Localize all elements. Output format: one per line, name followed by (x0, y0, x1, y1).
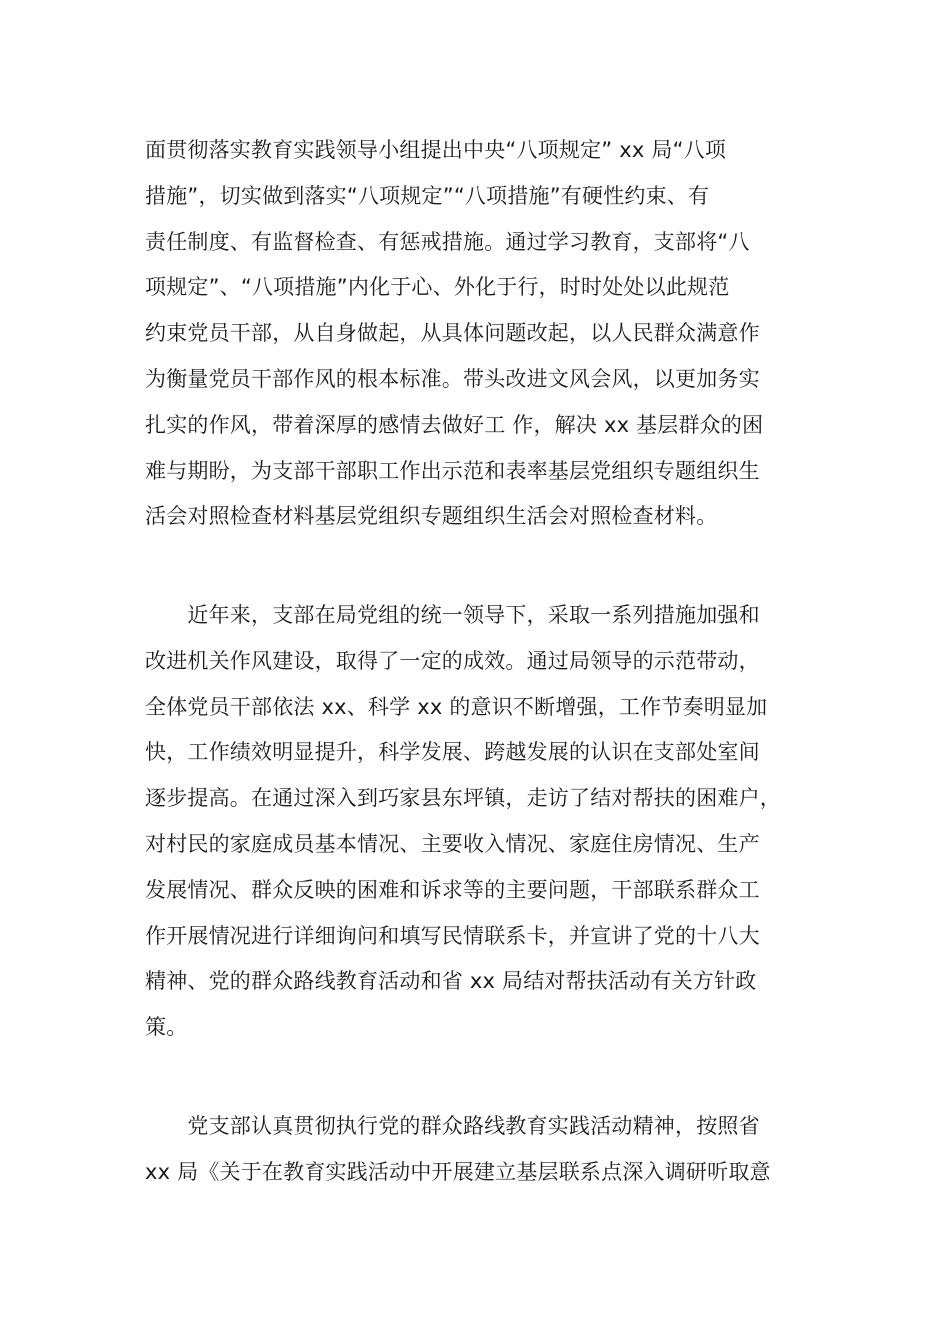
text-line: 精神、党的群众路线教育活动和省 xx 局结对帮扶活动有关方针政 (145, 969, 757, 994)
paragraph-2 (145, 593, 810, 1051)
text-line: 扎实的作风，带着深厚的感情去做好工 作，解决 xx 基层群众的困 (145, 412, 764, 437)
text-line: 项规定”、“八项措施”内化于心、外化于行，时时处处以此规范 (145, 275, 730, 300)
text-line: 难与期盼，为支部干部职工作出示范和表率基层党组织专题组织生 (145, 458, 760, 483)
text-line: 措施”，切实做到落实“八项规定”“八项措施”有硬性约束、有 (145, 183, 710, 208)
text-line: 策。 (145, 1015, 188, 1040)
text-line: 约束党员干部，从自身做起，从具体问题改起，以人民群众满意作 (145, 321, 760, 346)
text-line: 责任制度、有监督检查、有惩戒措施。通过学习教育，支部将“八 (145, 229, 750, 254)
paragraph-1 (145, 128, 810, 540)
text-line: 发展情况、群众反映的困难和诉求等的主要问题，干部联系群众工 (145, 877, 760, 902)
paragraph-3 (145, 1104, 810, 1196)
text-line: 党支部认真贯彻执行党的群众路线教育实践活动精神，按照省 (145, 1114, 760, 1138)
text-line: 面贯彻落实教育实践领导小组提出中央“八项规定” xx 局“八项 (145, 138, 727, 162)
text-line: 作开展情况进行详细询问和填写民情联系卡，并宣讲了党的十八大 (145, 923, 760, 948)
text-line: 全体党员干部依法 xx、科学 xx 的意识不断增强，工作节奏明显加 (145, 694, 768, 719)
text-line: 快，工作绩效明显提升，科学发展、跨越发展的认识在支部处室间 (145, 740, 760, 765)
text-line: 为衡量党员干部作风的根本标准。带头改进文风会风，以更加务实 (145, 366, 760, 391)
text-line: 逐步提高。在通过深入到巧家县东坪镇，走访了结对帮扶的困难户， (145, 786, 781, 811)
text-line: 对村民的家庭成员基本情况、主要收入情况、家庭住房情况、生产 (145, 831, 760, 856)
text-line: xx 局《关于在教育实践活动中开展建立基层联系点深入调研听取意 (145, 1159, 771, 1184)
text-line: 改进机关作风建设，取得了一定的成效。通过局领导的示范带动， (145, 648, 760, 673)
text-line: 近年来，支部在局党组的统一领导下，采取一系列措施加强和 (145, 603, 760, 627)
text-line: 活会对照检查材料基层党组织专题组织生活会对照检查材料。 (145, 504, 718, 529)
